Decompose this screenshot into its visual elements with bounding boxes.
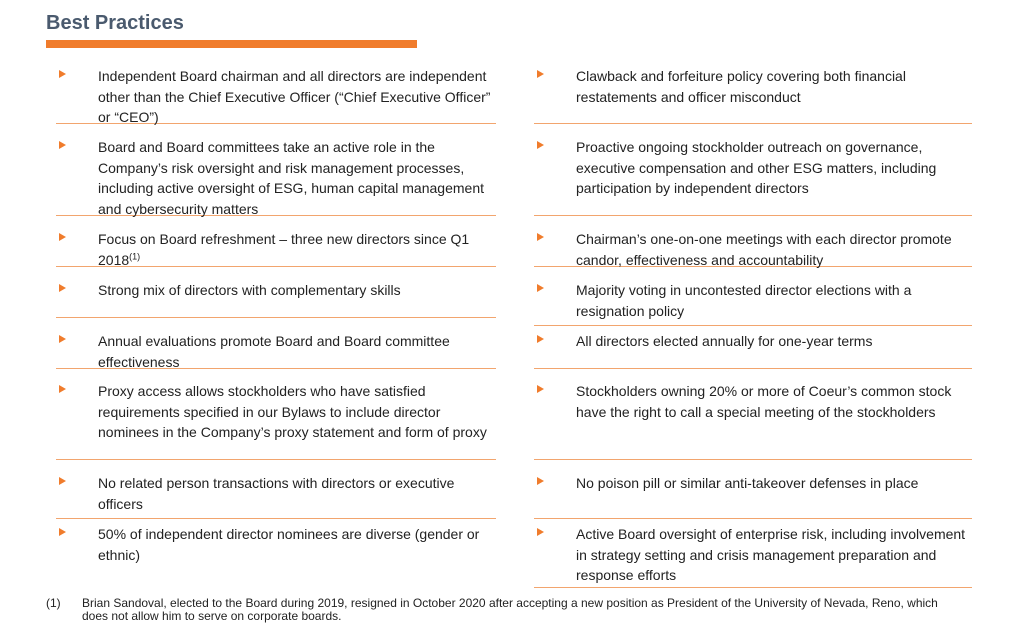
list-item xyxy=(534,61,972,124)
list-item-text: Chairman’s one-on-one meetings with each director promote candor, effectiveness and accountability xyxy=(576,231,952,268)
arrow-bullet-icon xyxy=(537,385,544,393)
arrow-bullet-icon xyxy=(59,528,66,536)
footnote-number: (1) xyxy=(46,596,61,610)
list-item xyxy=(56,326,496,369)
arrow-bullet-icon xyxy=(537,233,544,241)
arrow-bullet-icon xyxy=(59,70,66,78)
arrow-bullet-icon xyxy=(59,477,66,485)
list-item xyxy=(56,468,496,519)
list-item xyxy=(56,224,496,267)
arrow-bullet-icon xyxy=(537,141,544,149)
arrow-bullet-icon xyxy=(59,141,66,149)
list-item-text: Clawback and forfeiture policy covering both financial restatements and officer misconduct xyxy=(576,68,906,105)
arrow-bullet-icon xyxy=(59,335,66,343)
arrow-bullet-icon xyxy=(537,335,544,343)
arrow-bullet-icon xyxy=(537,477,544,485)
list-item xyxy=(56,61,496,124)
arrow-bullet-icon xyxy=(537,284,544,292)
arrow-bullet-icon xyxy=(59,284,66,292)
list-item xyxy=(534,224,972,267)
list-item xyxy=(56,519,496,581)
footnote-text: Brian Sandoval, elected to the Board during 2019, resigned in October 2020 after accepting a new position as President of the University of Nevada, Reno, which does not allow him to serve on corporate boards. xyxy=(82,596,938,623)
list-item xyxy=(56,376,496,460)
arrow-bullet-icon xyxy=(59,385,66,393)
list-item-text: Proxy access allows stockholders who have satisfied requirements specified in our Bylaws to include director nominees in the Company’s proxy statement and form of proxy xyxy=(98,383,487,440)
arrow-bullet-icon xyxy=(59,233,66,241)
list-item xyxy=(56,132,496,216)
list-item-text: Board and Board committees take an active role in the Company’s risk oversight and risk management processes, including active oversight of ESG, human capital management and cybersecurity matters xyxy=(98,139,484,217)
list-item-text xyxy=(98,229,496,270)
list-item xyxy=(534,519,972,588)
list-item-text: Annual evaluations promote Board and Board committee effectiveness xyxy=(98,333,450,370)
page-title: Best Practices xyxy=(46,12,184,34)
list-item-text: Majority voting in uncontested director elections with a resignation policy xyxy=(576,282,912,319)
list-item-text: Independent Board chairman and all directors are independent other than the Chief Executive Officer (“Chief Executive Officer” or “CEO”) xyxy=(98,68,491,125)
list-item xyxy=(534,468,972,519)
list-item xyxy=(534,275,972,326)
list-item xyxy=(534,326,972,369)
list-item-text: Strong mix of directors with complementary skills xyxy=(98,282,401,298)
list-item-text: All directors elected annually for one-year terms xyxy=(576,333,873,349)
list-item-text: Active Board oversight of enterprise risk, including involvement in strategy setting and crisis management preparation and response efforts xyxy=(576,526,966,583)
list-item-text-body: Focus on Board refreshment – three new directors since Q1 2018 xyxy=(98,231,470,268)
list-item-text: Stockholders owning 20% or more of Coeur’s common stock have the right to call a special meeting of the stockholders xyxy=(576,383,952,420)
list-item-text: No related person transactions with directors or executive officers xyxy=(98,475,455,512)
footnote-reference: (1) xyxy=(129,250,141,261)
list-item xyxy=(534,132,972,216)
list-item xyxy=(534,376,972,460)
list-item xyxy=(56,275,496,318)
arrow-bullet-icon xyxy=(537,528,544,536)
arrow-bullet-icon xyxy=(537,70,544,78)
list-item-text: 50% of independent director nominees are diverse (gender or ethnic) xyxy=(98,526,480,563)
list-item-text: Proactive ongoing stockholder outreach on governance, executive compensation and other ESG matters, including participation by independent directors xyxy=(576,139,937,196)
title-underline-bar xyxy=(46,40,417,48)
list-item-text: No poison pill or similar anti-takeover defenses in place xyxy=(576,475,919,491)
